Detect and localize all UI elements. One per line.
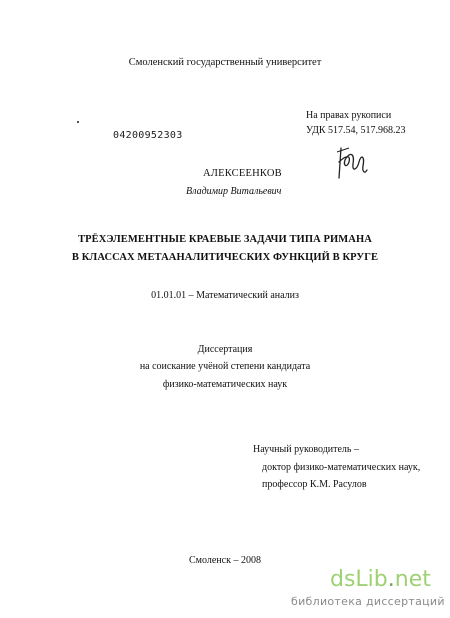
advisor-name: профессор К.М. Расулов	[262, 479, 367, 490]
watermark-subtitle: библиотека диссертаций	[291, 595, 445, 608]
specialty-code: 01.01.01 – Математический анализ	[151, 290, 299, 301]
degree-line-2: физико-математических наук	[162, 379, 288, 390]
watermark-brand-separator: .	[387, 567, 395, 592]
udk-code: УДК 517.54, 517.968.23	[306, 125, 406, 136]
university-name: Смоленский государственный университет	[128, 57, 322, 68]
watermark-brand-part1: dsLib	[330, 567, 388, 592]
thesis-title-line-2: В КЛАССАХ МЕТААНАЛИТИЧЕСКИХ ФУНКЦИЙ В КРУГЕ	[71, 252, 379, 263]
degree-line-1: на соискание учёной степени кандидата	[139, 361, 311, 372]
advisor-heading: Научный руководитель –	[253, 444, 359, 455]
advisor-degree: доктор физико-математических наук,	[262, 462, 421, 473]
dslib-watermark-logo[interactable]	[330, 567, 431, 592]
registration-number: 04200952303	[113, 130, 183, 141]
scan-speck	[77, 121, 79, 123]
city-year: Смоленск – 2008	[189, 555, 261, 566]
handwritten-signature	[335, 142, 369, 187]
author-surname: АЛЕКСЕЕНКОВ	[203, 168, 282, 179]
author-name: Владимир Витальевич	[186, 186, 282, 197]
watermark-brand-part2: net	[394, 567, 431, 592]
thesis-title-line-1: ТРЁХЭЛЕМЕНТНЫЕ КРАЕВЫЕ ЗАДАЧИ ТИПА РИМАНА	[78, 234, 372, 245]
rights-note: На правах рукописи	[306, 110, 392, 121]
dissertation-label: Диссертация	[197, 344, 253, 355]
